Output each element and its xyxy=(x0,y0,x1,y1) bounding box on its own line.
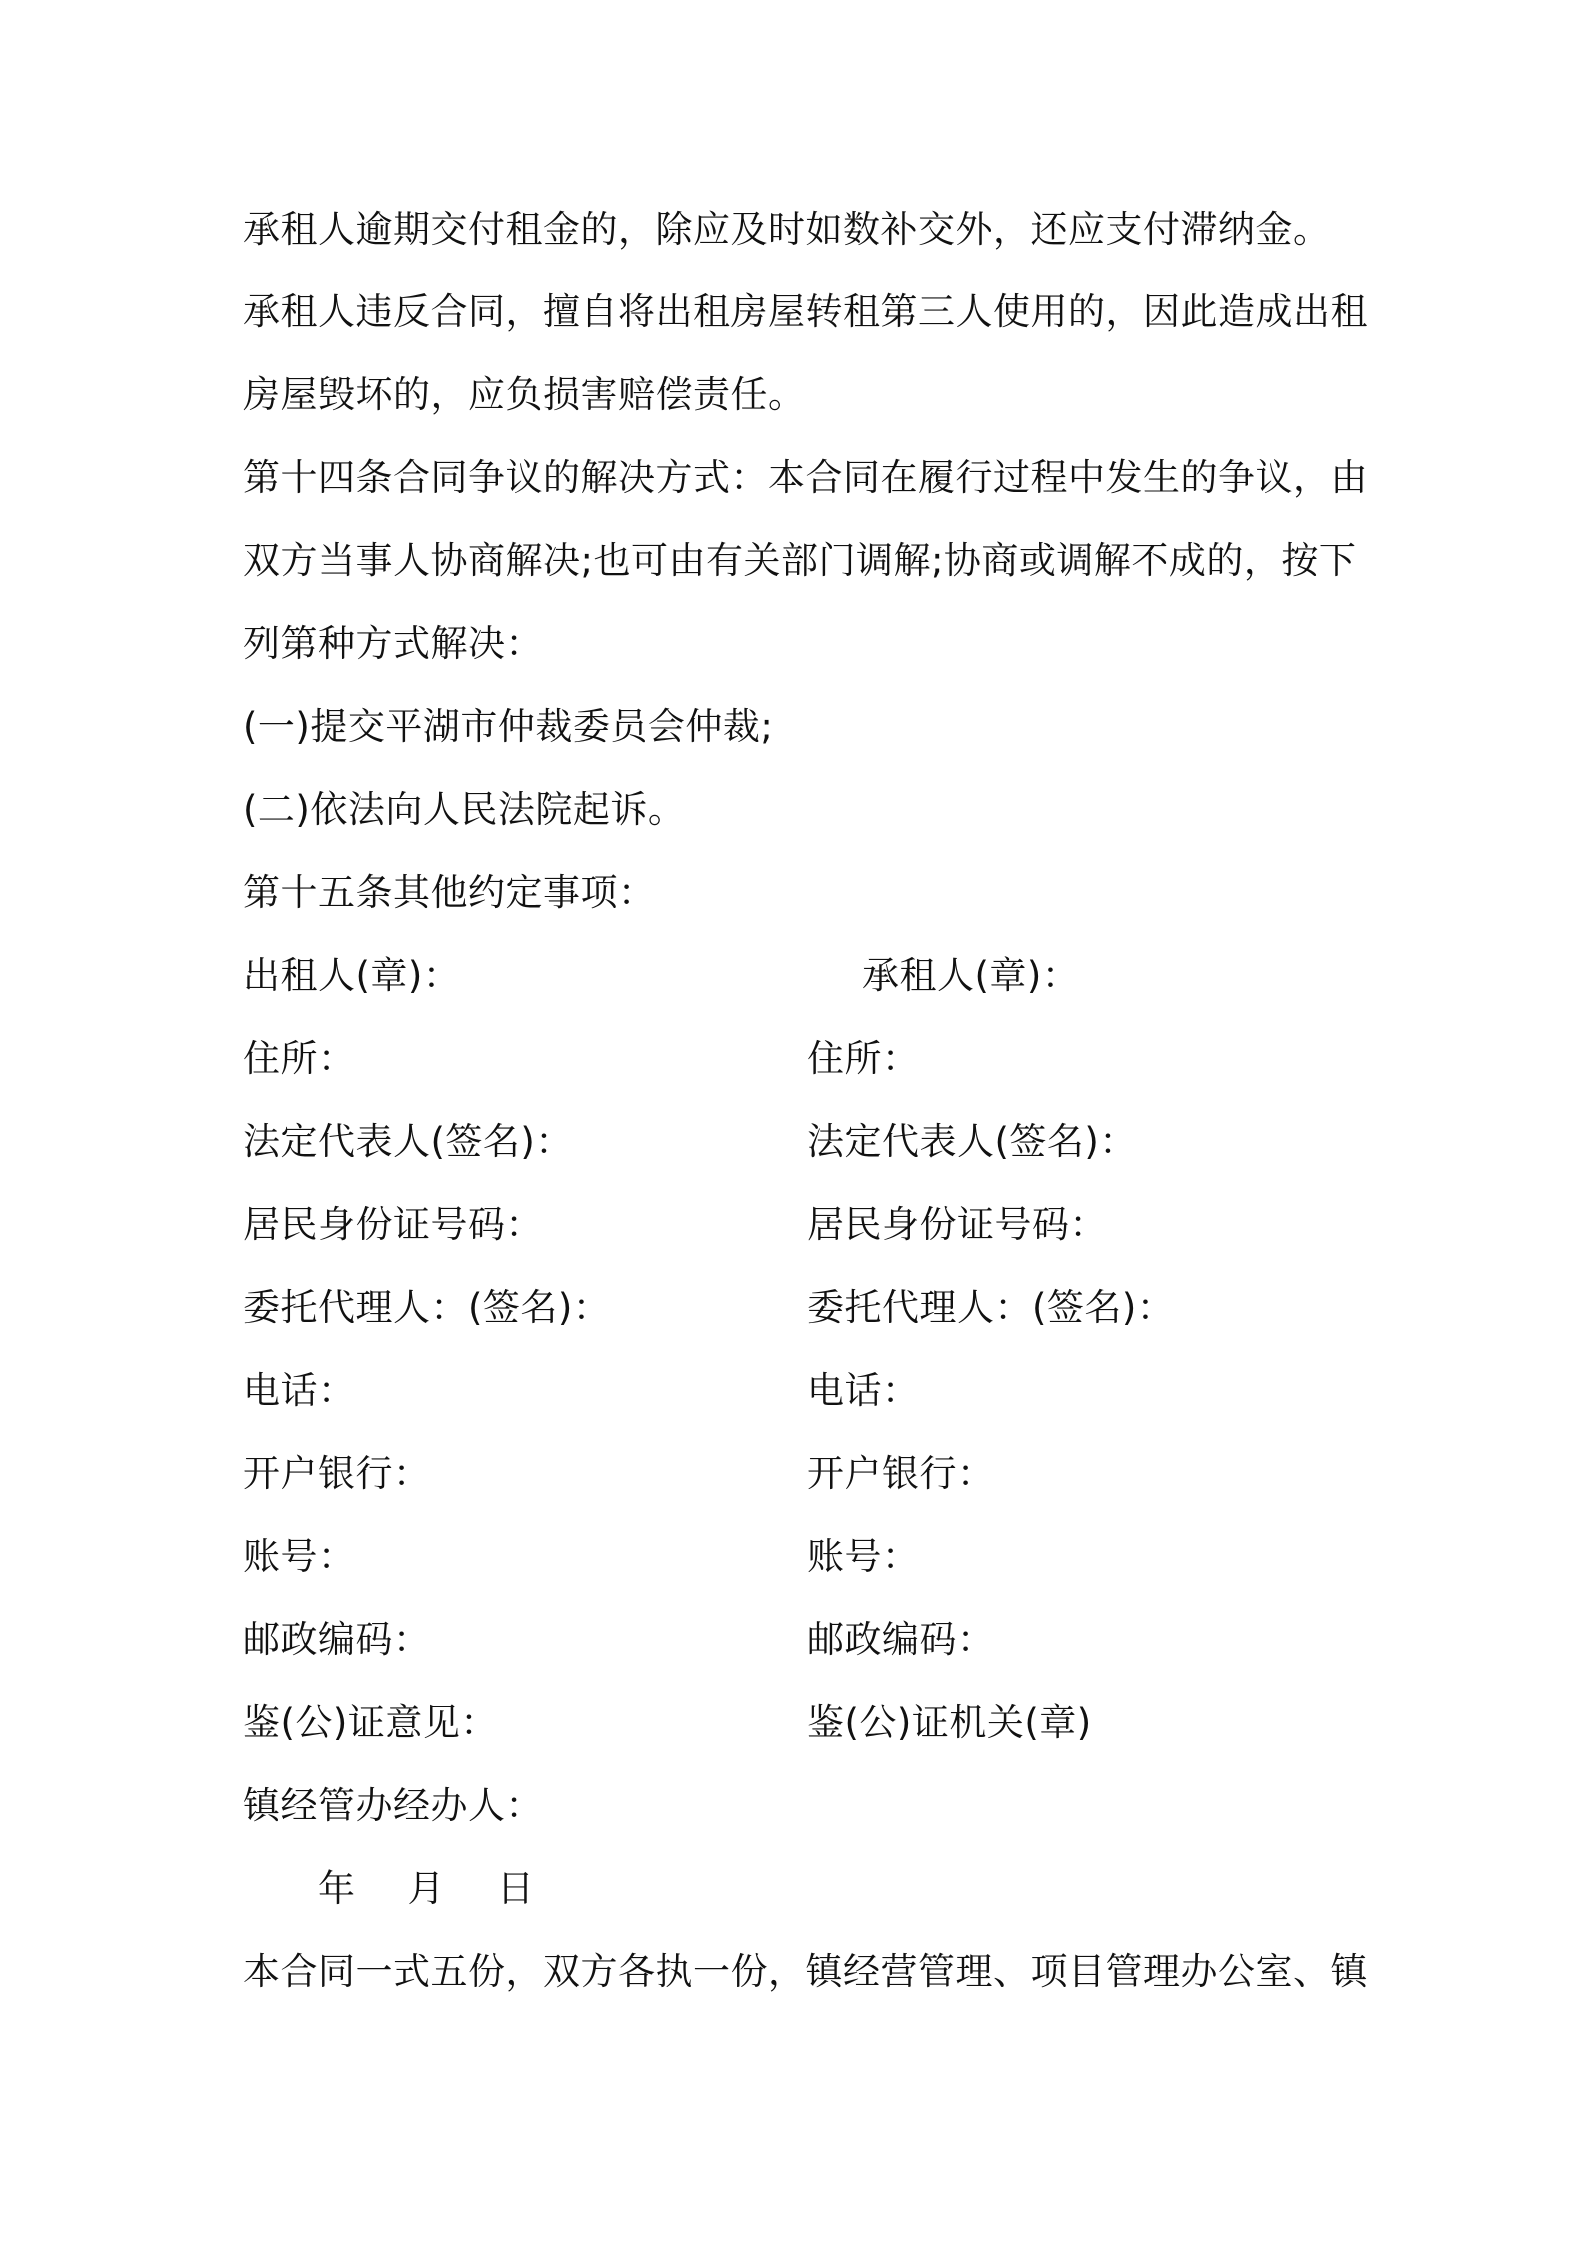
paragraph-sublease-line2: 房屋毁坏的，应负损害赔偿责任。 xyxy=(243,373,806,416)
lessee-seal-label: 承租人(章)： xyxy=(862,954,1080,997)
lessor-legal-rep-label: 法定代表人(签名)： xyxy=(243,1120,573,1163)
date-day: 日 xyxy=(497,1867,535,1910)
article-14-line2: 双方当事人协商解决;也可由有关部门调解;协商或调解不成的，按下 xyxy=(243,539,1357,582)
lessee-address-label: 住所： xyxy=(807,1037,920,1080)
notary-opinion-label: 鉴(公)证意见： xyxy=(243,1701,498,1744)
date-line xyxy=(318,1864,535,1914)
lessee-legal-rep-label: 法定代表人(签名)： xyxy=(807,1120,1137,1163)
lessor-agent-label: 委托代理人：(签名)： xyxy=(243,1286,611,1329)
lessee-postcode-label: 邮政编码： xyxy=(807,1618,995,1661)
lessee-account-label: 账号： xyxy=(807,1535,920,1578)
date-month: 月 xyxy=(407,1867,445,1910)
lessee-phone-label: 电话： xyxy=(807,1369,920,1412)
lessee-id-number-label: 居民身份证号码： xyxy=(807,1203,1107,1246)
lessor-seal-label: 出租人(章)： xyxy=(243,954,461,997)
lessee-agent-label: 委托代理人：(签名)： xyxy=(807,1286,1175,1329)
lessor-phone-label: 电话： xyxy=(243,1369,356,1412)
lessor-postcode-label: 邮政编码： xyxy=(243,1618,431,1661)
lessor-bank-label: 开户银行： xyxy=(243,1452,431,1495)
paragraph-late-rent: 承租人逾期交付租金的，除应及时如数补交外，还应支付滞纳金。 xyxy=(243,208,1331,251)
resolution-option-1: (一)提交平湖市仲裁委员会仲裁; xyxy=(243,705,774,748)
paragraph-sublease-line1: 承租人违反合同，擅自将出租房屋转租第三人使用的，因此造成出租 xyxy=(243,290,1368,333)
lessee-bank-label: 开户银行： xyxy=(807,1452,995,1495)
article-14-line3: 列第种方式解决： xyxy=(243,622,543,665)
article-14-line1: 第十四条合同争议的解决方式：本合同在履行过程中发生的争议，由 xyxy=(243,456,1368,499)
article-15: 第十五条其他约定事项： xyxy=(243,871,656,914)
resolution-option-2: (二)依法向人民法院起诉。 xyxy=(243,788,686,831)
lessor-address-label: 住所： xyxy=(243,1037,356,1080)
town-handler-label: 镇经管办经办人： xyxy=(243,1784,543,1827)
date-year: 年 xyxy=(318,1867,356,1910)
lessor-id-number-label: 居民身份证号码： xyxy=(243,1203,543,1246)
copies-paragraph: 本合同一式五份，双方各执一份，镇经营管理、项目管理办公室、镇 xyxy=(243,1950,1368,1993)
lessor-account-label: 账号： xyxy=(243,1535,356,1578)
notary-authority-label: 鉴(公)证机关(章) xyxy=(807,1701,1092,1744)
